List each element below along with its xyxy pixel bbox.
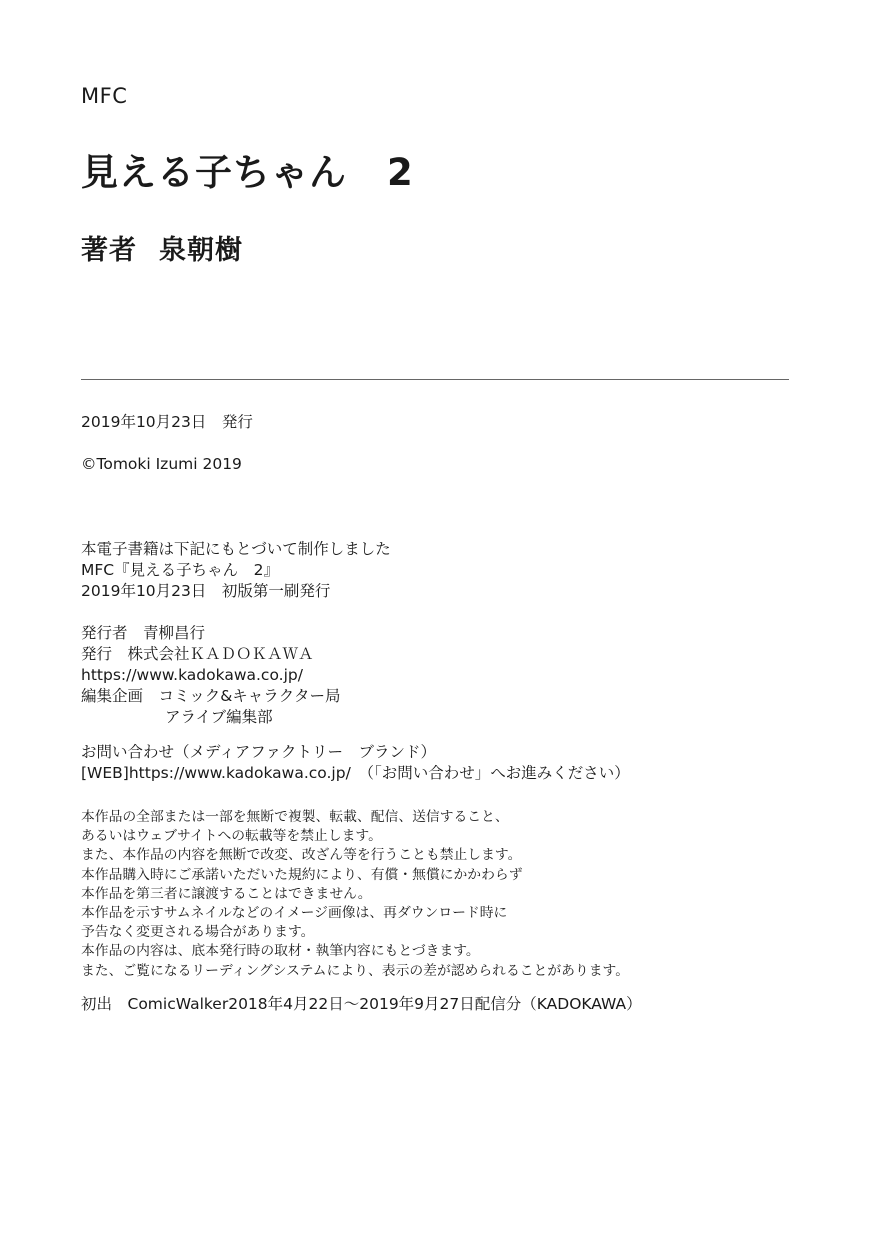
author-line xyxy=(81,228,243,267)
ebook-note-line: MFC『見える子ちゃん 2』 xyxy=(81,561,279,579)
book-title xyxy=(81,142,414,196)
divider-line xyxy=(81,379,789,380)
notice-line: 本作品の内容は、底本発行時の取材・執筆内容にもとづきます。 xyxy=(81,943,480,960)
publisher-person: 発行者 青柳昌行 xyxy=(81,624,206,642)
ebook-note-line: 本電子書籍は下記にもとづいて制作しました xyxy=(81,540,391,558)
notice-line: 本作品を示すサムネイルなどのイメージ画像は、再ダウンロード時に xyxy=(81,905,508,922)
first-publication: 初出 ComicWalker2018年4月22日～2019年9月27日配信分（KADOKAWA） xyxy=(81,995,642,1013)
notice-line: 本作品を第三者に譲渡することはできません。 xyxy=(81,885,372,902)
notice-line: 本作品の全部または一部を無断で複製、転載、配信、送信すること、 xyxy=(81,809,509,825)
ebook-note-block xyxy=(81,539,391,602)
contact-line: お問い合わせ（メディアファクトリー ブランド） xyxy=(81,743,436,761)
author-label: 著者 xyxy=(81,235,137,266)
copyright-notice: ©Tomoki Izumi 2019 xyxy=(81,455,242,473)
publisher-block xyxy=(81,623,340,728)
imprint-label: MFC xyxy=(81,84,128,108)
contact-web-line[interactable]: [WEB]https://www.kadokawa.co.jp/ （「お問い合わせ」へお進みください） xyxy=(81,764,630,782)
contact-block xyxy=(81,742,630,784)
editorial-label: 編集企画 コミック&キャラクター局 xyxy=(81,687,341,705)
volume-number: 2 xyxy=(387,151,414,194)
publication-date: 2019年10月23日 発行 xyxy=(81,413,253,431)
notice-line: 予告なく変更される場合があります。 xyxy=(81,924,315,941)
notice-line: あるいはウェブサイトへの転載等を禁止します。 xyxy=(81,828,382,845)
editorial-dept: アライブ編集部 xyxy=(165,708,273,726)
notice-line: また、ご覧になるリーディングシステムにより、表示の差が認められることがあります。 xyxy=(81,962,630,979)
publisher-company: 発行 株式会社ＫＡＤＯＫＡＷＡ xyxy=(81,645,314,663)
ebook-note-line: 2019年10月23日 初版第一刷発行 xyxy=(81,582,331,600)
author-name: 泉朝樹 xyxy=(159,235,243,266)
book-title-text: 見える子ちゃん xyxy=(81,151,347,194)
publisher-url[interactable]: https://www.kadokawa.co.jp/ xyxy=(81,666,303,684)
notice-line: また、本作品の内容を無断で改変、改ざん等を行うことも禁止します。 xyxy=(81,847,522,864)
notices-block xyxy=(81,808,629,981)
notice-line: 本作品購入時にご承諾いただいた規約により、有償・無償にかかわらず xyxy=(81,866,523,883)
